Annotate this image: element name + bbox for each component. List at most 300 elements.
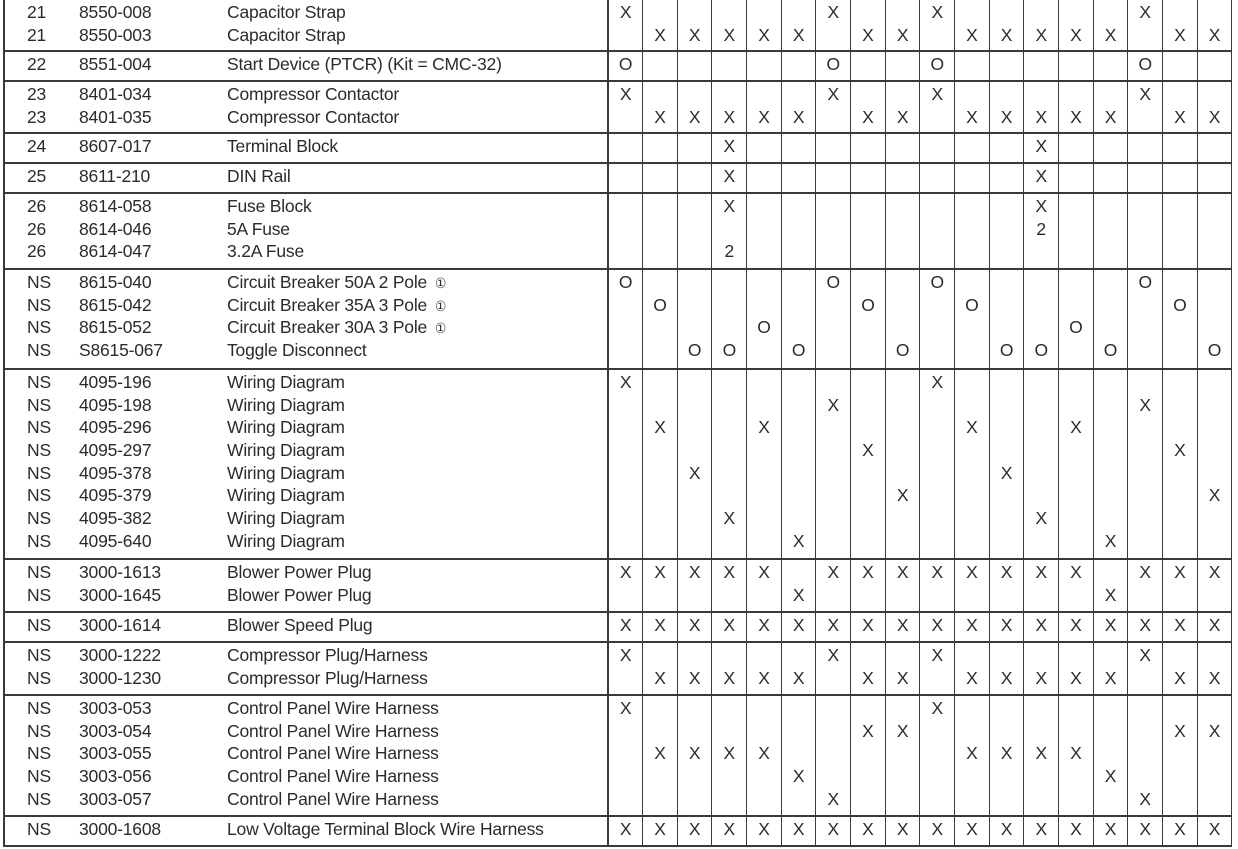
part-row bbox=[5, 271, 607, 294]
part-number-text: 4095-198 bbox=[79, 394, 152, 415]
part-number bbox=[75, 394, 227, 417]
model-applicability-cell bbox=[851, 695, 886, 816]
applicability-mark bbox=[609, 165, 642, 188]
applicability-mark bbox=[712, 462, 746, 485]
part-description bbox=[227, 697, 607, 720]
applicability-mark: X bbox=[1208, 106, 1221, 127]
applicability-mark bbox=[1094, 484, 1128, 507]
model-applicability-cell bbox=[1024, 559, 1059, 612]
applicability-mark bbox=[609, 218, 642, 241]
applicability-mark bbox=[678, 530, 712, 553]
applicability-mark bbox=[609, 584, 642, 607]
model-applicability-cell bbox=[920, 133, 955, 163]
model-applicability-cell bbox=[816, 642, 851, 695]
applicability-mark bbox=[1163, 462, 1197, 485]
item-number-text: 24 bbox=[27, 136, 47, 156]
applicability-mark bbox=[1128, 294, 1162, 317]
applicability-mark: X bbox=[1174, 667, 1186, 688]
applicability-mark bbox=[1198, 788, 1232, 811]
applicability-mark bbox=[609, 24, 642, 47]
applicability-mark bbox=[747, 294, 781, 317]
part-description bbox=[227, 788, 607, 811]
applicability-mark: X bbox=[654, 615, 666, 635]
applicability-mark: X bbox=[827, 615, 839, 635]
part-row bbox=[5, 135, 607, 158]
model-applicability-cell bbox=[1197, 559, 1232, 612]
item-number-text: 25 bbox=[27, 166, 47, 186]
applicability-mark bbox=[1163, 788, 1197, 811]
applicability-mark: X bbox=[1139, 562, 1151, 582]
applicability-mark bbox=[886, 218, 920, 241]
applicability-mark bbox=[678, 439, 712, 462]
model-applicability-cell bbox=[955, 816, 990, 846]
applicability-mark bbox=[1024, 765, 1058, 788]
applicability-mark bbox=[920, 24, 954, 47]
applicability-mark: X bbox=[792, 615, 805, 635]
applicability-mark: O bbox=[618, 54, 633, 74]
model-applicability-cell bbox=[1197, 193, 1232, 269]
model-applicability-cell bbox=[643, 0, 678, 51]
applicability-mark bbox=[1094, 644, 1128, 667]
part-number-text: 8614-046 bbox=[79, 218, 152, 239]
model-applicability-cell bbox=[781, 369, 816, 559]
part-number bbox=[75, 106, 227, 129]
applicability-mark bbox=[678, 316, 712, 339]
model-applicability-cell bbox=[851, 642, 886, 695]
model-applicability-cell bbox=[989, 695, 1024, 816]
applicability-mark bbox=[609, 339, 642, 362]
applicability-mark bbox=[1094, 462, 1128, 485]
applicability-mark bbox=[955, 218, 989, 241]
applicability-mark bbox=[712, 484, 746, 507]
part-number bbox=[75, 742, 227, 765]
model-applicability-cell bbox=[747, 193, 782, 269]
applicability-mark: X bbox=[931, 84, 943, 104]
applicability-mark bbox=[816, 584, 850, 607]
model-applicability-cell bbox=[1024, 369, 1059, 559]
model-applicability-cell bbox=[643, 81, 678, 133]
model-applicability-cell bbox=[677, 51, 712, 81]
applicability-mark: X bbox=[1208, 562, 1221, 582]
model-applicability-cell bbox=[747, 133, 782, 163]
item-number-text: NS bbox=[27, 372, 51, 392]
part-number bbox=[75, 53, 227, 76]
model-applicability-cell bbox=[885, 369, 920, 559]
applicability-mark bbox=[1163, 53, 1197, 76]
item-number bbox=[5, 165, 75, 188]
applicability-mark bbox=[851, 165, 885, 188]
applicability-mark bbox=[955, 135, 989, 158]
applicability-mark bbox=[816, 106, 850, 129]
model-applicability-cell bbox=[747, 369, 782, 559]
model-applicability-cell bbox=[885, 695, 920, 816]
applicability-mark bbox=[609, 294, 642, 317]
table-row-group bbox=[4, 816, 1232, 846]
model-applicability-cell bbox=[851, 51, 886, 81]
applicability-mark bbox=[747, 507, 781, 530]
applicability-mark bbox=[1128, 240, 1162, 263]
applicability-mark bbox=[747, 218, 781, 241]
item-number-text: 23 bbox=[27, 84, 47, 104]
applicability-mark bbox=[1094, 742, 1128, 765]
item-number-text: NS bbox=[27, 667, 51, 688]
item-number bbox=[5, 83, 75, 106]
model-applicability-cell bbox=[885, 81, 920, 133]
part-number bbox=[75, 765, 227, 788]
applicability-mark bbox=[782, 484, 816, 507]
applicability-mark bbox=[1128, 135, 1162, 158]
applicability-mark: X bbox=[1139, 84, 1151, 104]
part-description bbox=[227, 195, 607, 218]
part-row bbox=[5, 339, 607, 362]
model-applicability-cell bbox=[677, 816, 712, 846]
applicability-mark bbox=[678, 697, 712, 720]
applicability-mark bbox=[643, 765, 677, 788]
part-row bbox=[5, 507, 607, 530]
applicability-mark bbox=[1163, 507, 1197, 530]
applicability-mark bbox=[712, 83, 746, 106]
model-applicability-cell bbox=[643, 612, 678, 642]
model-applicability-cell bbox=[608, 269, 643, 369]
model-applicability-cell bbox=[608, 133, 643, 163]
model-applicability-cell bbox=[851, 816, 886, 846]
applicability-mark bbox=[1128, 316, 1162, 339]
applicability-mark: X bbox=[758, 106, 770, 127]
applicability-mark: X bbox=[827, 788, 839, 809]
model-applicability-cell bbox=[1024, 269, 1059, 369]
model-applicability-cell bbox=[851, 0, 886, 51]
applicability-mark bbox=[1128, 742, 1162, 765]
applicability-mark: X bbox=[1070, 106, 1082, 127]
applicability-mark: X bbox=[723, 615, 736, 635]
applicability-mark: X bbox=[1035, 743, 1047, 764]
applicability-mark bbox=[678, 788, 712, 811]
item-number-text: NS bbox=[27, 698, 51, 718]
model-applicability-cell bbox=[608, 163, 643, 193]
item-number bbox=[5, 371, 75, 394]
part-row bbox=[5, 561, 607, 584]
applicability-mark bbox=[990, 507, 1024, 530]
part-number-text: 8551-004 bbox=[79, 54, 152, 74]
applicability-mark: X bbox=[1174, 720, 1186, 741]
applicability-mark: X bbox=[619, 2, 632, 22]
applicability-mark bbox=[712, 439, 746, 462]
applicability-mark bbox=[1128, 439, 1162, 462]
applicability-mark bbox=[1163, 644, 1197, 667]
model-applicability-cell bbox=[920, 642, 955, 695]
applicability-mark bbox=[1128, 416, 1162, 439]
applicability-mark bbox=[955, 644, 989, 667]
part-description bbox=[227, 106, 607, 129]
applicability-mark bbox=[643, 584, 677, 607]
applicability-mark bbox=[816, 507, 850, 530]
model-applicability-cell bbox=[1128, 695, 1163, 816]
model-applicability-cell bbox=[1093, 816, 1128, 846]
model-applicability-cell bbox=[747, 269, 782, 369]
applicability-mark bbox=[1094, 371, 1128, 394]
applicability-mark bbox=[1128, 484, 1162, 507]
part-info-cell bbox=[4, 816, 608, 846]
applicability-mark bbox=[643, 371, 677, 394]
applicability-mark: X bbox=[1174, 562, 1186, 582]
applicability-mark bbox=[1163, 394, 1197, 417]
model-applicability-cell bbox=[920, 269, 955, 369]
applicability-mark bbox=[1094, 507, 1128, 530]
part-row bbox=[5, 106, 607, 129]
applicability-mark: X bbox=[896, 667, 909, 688]
model-applicability-cell bbox=[885, 642, 920, 695]
model-applicability-cell bbox=[1024, 163, 1059, 193]
part-number bbox=[75, 218, 227, 241]
model-applicability-cell bbox=[955, 0, 990, 51]
applicability-mark bbox=[1198, 240, 1232, 263]
applicability-mark: X bbox=[1035, 166, 1047, 186]
applicability-mark: X bbox=[1035, 667, 1047, 688]
applicability-mark bbox=[1163, 339, 1197, 362]
model-applicability-cell bbox=[1059, 269, 1094, 369]
applicability-mark bbox=[1024, 83, 1058, 106]
applicability-mark: X bbox=[792, 530, 805, 551]
part-number bbox=[75, 818, 227, 841]
part-number-text: 4095-378 bbox=[79, 462, 152, 483]
model-applicability-cell bbox=[1093, 51, 1128, 81]
model-applicability-cell bbox=[1128, 369, 1163, 559]
applicability-mark: X bbox=[723, 196, 736, 216]
applicability-mark bbox=[920, 742, 954, 765]
applicability-mark bbox=[886, 53, 920, 76]
model-applicability-cell bbox=[920, 612, 955, 642]
part-row bbox=[5, 584, 607, 607]
applicability-mark: O bbox=[826, 272, 840, 292]
applicability-mark: X bbox=[758, 743, 770, 764]
applicability-mark bbox=[1024, 644, 1058, 667]
applicability-mark bbox=[920, 316, 954, 339]
model-applicability-cell bbox=[1128, 51, 1163, 81]
applicability-mark bbox=[747, 135, 781, 158]
model-applicability-cell bbox=[1163, 51, 1198, 81]
applicability-mark: X bbox=[723, 166, 736, 186]
item-number bbox=[5, 462, 75, 485]
item-number-text: NS bbox=[27, 766, 51, 787]
part-description bbox=[227, 339, 607, 362]
applicability-mark bbox=[782, 416, 816, 439]
applicability-mark: X bbox=[758, 417, 770, 438]
applicability-mark bbox=[747, 788, 781, 811]
applicability-mark bbox=[1059, 697, 1093, 720]
applicability-mark bbox=[678, 240, 712, 263]
applicability-mark: X bbox=[1104, 766, 1117, 787]
applicability-mark bbox=[1094, 271, 1128, 294]
applicability-mark: X bbox=[723, 508, 736, 529]
applicability-mark bbox=[1094, 788, 1128, 811]
model-applicability-cell bbox=[885, 816, 920, 846]
item-number-text: NS bbox=[27, 417, 51, 438]
part-number bbox=[75, 135, 227, 158]
applicability-mark bbox=[609, 507, 642, 530]
applicability-mark: X bbox=[619, 84, 632, 104]
part-number bbox=[75, 788, 227, 811]
part-number bbox=[75, 484, 227, 507]
applicability-mark bbox=[678, 371, 712, 394]
part-description bbox=[227, 584, 607, 607]
applicability-mark bbox=[990, 218, 1024, 241]
applicability-mark: X bbox=[654, 24, 666, 45]
applicability-mark bbox=[955, 1, 989, 24]
applicability-mark: X bbox=[1070, 819, 1082, 839]
applicability-mark: X bbox=[1208, 24, 1221, 45]
item-number bbox=[5, 697, 75, 720]
applicability-mark bbox=[990, 484, 1024, 507]
part-number bbox=[75, 530, 227, 553]
model-applicability-cell bbox=[1024, 0, 1059, 51]
applicability-mark: O bbox=[1138, 272, 1152, 292]
applicability-mark bbox=[1059, 195, 1093, 218]
applicability-mark bbox=[851, 53, 885, 76]
model-applicability-cell bbox=[955, 695, 990, 816]
applicability-mark bbox=[955, 316, 989, 339]
model-applicability-cell bbox=[920, 695, 955, 816]
applicability-mark: X bbox=[1070, 562, 1082, 582]
applicability-mark bbox=[1128, 697, 1162, 720]
applicability-mark: X bbox=[896, 106, 909, 127]
applicability-mark bbox=[1163, 1, 1197, 24]
applicability-mark bbox=[816, 462, 850, 485]
part-number-text: 3003-057 bbox=[79, 788, 152, 809]
model-applicability-cell bbox=[955, 133, 990, 163]
applicability-mark: O bbox=[1207, 340, 1222, 361]
applicability-mark bbox=[747, 462, 781, 485]
part-description bbox=[227, 484, 607, 507]
applicability-mark: O bbox=[1069, 317, 1083, 338]
applicability-mark: X bbox=[966, 562, 978, 582]
applicability-mark bbox=[747, 584, 781, 607]
model-applicability-cell bbox=[643, 163, 678, 193]
applicability-mark bbox=[609, 416, 642, 439]
model-applicability-cell bbox=[920, 163, 955, 193]
applicability-mark bbox=[747, 339, 781, 362]
applicability-mark: X bbox=[896, 720, 909, 741]
applicability-mark bbox=[990, 195, 1024, 218]
applicability-mark bbox=[712, 720, 746, 743]
applicability-mark bbox=[747, 83, 781, 106]
applicability-mark bbox=[1094, 240, 1128, 263]
part-number bbox=[75, 697, 227, 720]
applicability-mark bbox=[712, 530, 746, 553]
part-number-text: 8611-210 bbox=[79, 166, 151, 186]
applicability-mark bbox=[1094, 561, 1128, 584]
applicability-mark bbox=[782, 240, 816, 263]
applicability-mark bbox=[678, 765, 712, 788]
model-applicability-cell bbox=[677, 642, 712, 695]
applicability-mark bbox=[782, 316, 816, 339]
applicability-mark bbox=[816, 439, 850, 462]
model-applicability-cell bbox=[989, 81, 1024, 133]
applicability-mark bbox=[1128, 195, 1162, 218]
applicability-mark bbox=[920, 339, 954, 362]
applicability-mark bbox=[1094, 697, 1128, 720]
applicability-mark bbox=[1094, 316, 1128, 339]
table-row-group bbox=[4, 0, 1232, 51]
item-number-text: 26 bbox=[27, 241, 47, 262]
part-description bbox=[227, 218, 607, 241]
part-description-text: Blower Power Plug bbox=[227, 584, 372, 605]
item-number-text: NS bbox=[27, 562, 51, 582]
applicability-mark bbox=[609, 106, 642, 129]
applicability-mark bbox=[1059, 394, 1093, 417]
model-applicability-cell bbox=[1093, 695, 1128, 816]
applicability-mark bbox=[1163, 742, 1197, 765]
applicability-mark: X bbox=[931, 645, 943, 665]
part-description-text: Compressor Contactor bbox=[227, 84, 400, 104]
applicability-mark bbox=[1059, 462, 1093, 485]
applicability-mark bbox=[920, 165, 954, 188]
model-applicability-cell bbox=[1024, 133, 1059, 163]
part-description-text: 5A Fuse bbox=[227, 218, 290, 239]
applicability-mark bbox=[1128, 530, 1162, 553]
model-applicability-cell bbox=[677, 369, 712, 559]
model-applicability-cell bbox=[816, 559, 851, 612]
model-applicability-cell bbox=[712, 369, 747, 559]
model-applicability-cell bbox=[1093, 369, 1128, 559]
applicability-mark bbox=[609, 667, 642, 690]
applicability-mark bbox=[1059, 584, 1093, 607]
model-applicability-cell bbox=[920, 81, 955, 133]
applicability-mark bbox=[851, 135, 885, 158]
part-description-text: Wiring Diagram bbox=[227, 530, 345, 551]
part-number-text: 3000-1608 bbox=[79, 819, 161, 839]
applicability-mark: X bbox=[619, 698, 632, 718]
model-applicability-cell bbox=[816, 612, 851, 642]
applicability-mark bbox=[955, 584, 989, 607]
applicability-mark: X bbox=[758, 667, 770, 688]
applicability-mark bbox=[643, 135, 677, 158]
applicability-mark bbox=[886, 240, 920, 263]
model-applicability-cell bbox=[1024, 816, 1059, 846]
item-number bbox=[5, 394, 75, 417]
applicability-mark bbox=[678, 83, 712, 106]
applicability-mark bbox=[990, 394, 1024, 417]
model-applicability-cell bbox=[1024, 81, 1059, 133]
model-applicability-cell bbox=[1093, 642, 1128, 695]
applicability-mark bbox=[1198, 371, 1232, 394]
model-applicability-cell bbox=[712, 51, 747, 81]
applicability-mark bbox=[955, 165, 989, 188]
model-applicability-cell bbox=[747, 695, 782, 816]
applicability-mark bbox=[955, 195, 989, 218]
model-applicability-cell bbox=[816, 163, 851, 193]
part-description bbox=[227, 462, 607, 485]
part-description bbox=[227, 644, 607, 667]
applicability-mark: X bbox=[758, 24, 770, 45]
applicability-mark bbox=[920, 195, 954, 218]
part-description-text: Control Panel Wire Harness bbox=[227, 720, 439, 741]
applicability-mark bbox=[747, 697, 781, 720]
applicability-mark: X bbox=[654, 743, 666, 764]
applicability-mark: O bbox=[1138, 54, 1152, 74]
applicability-mark: X bbox=[896, 562, 909, 582]
part-row bbox=[5, 53, 607, 76]
part-description-text: Circuit Breaker 30A 3 Pole bbox=[227, 317, 428, 338]
applicability-mark bbox=[1059, 507, 1093, 530]
applicability-mark bbox=[609, 462, 642, 485]
applicability-mark bbox=[1024, 697, 1058, 720]
applicability-mark bbox=[851, 1, 885, 24]
applicability-mark: X bbox=[1174, 106, 1186, 127]
applicability-mark bbox=[678, 416, 712, 439]
applicability-mark bbox=[1198, 697, 1232, 720]
applicability-mark bbox=[643, 218, 677, 241]
applicability-mark: X bbox=[792, 106, 805, 127]
